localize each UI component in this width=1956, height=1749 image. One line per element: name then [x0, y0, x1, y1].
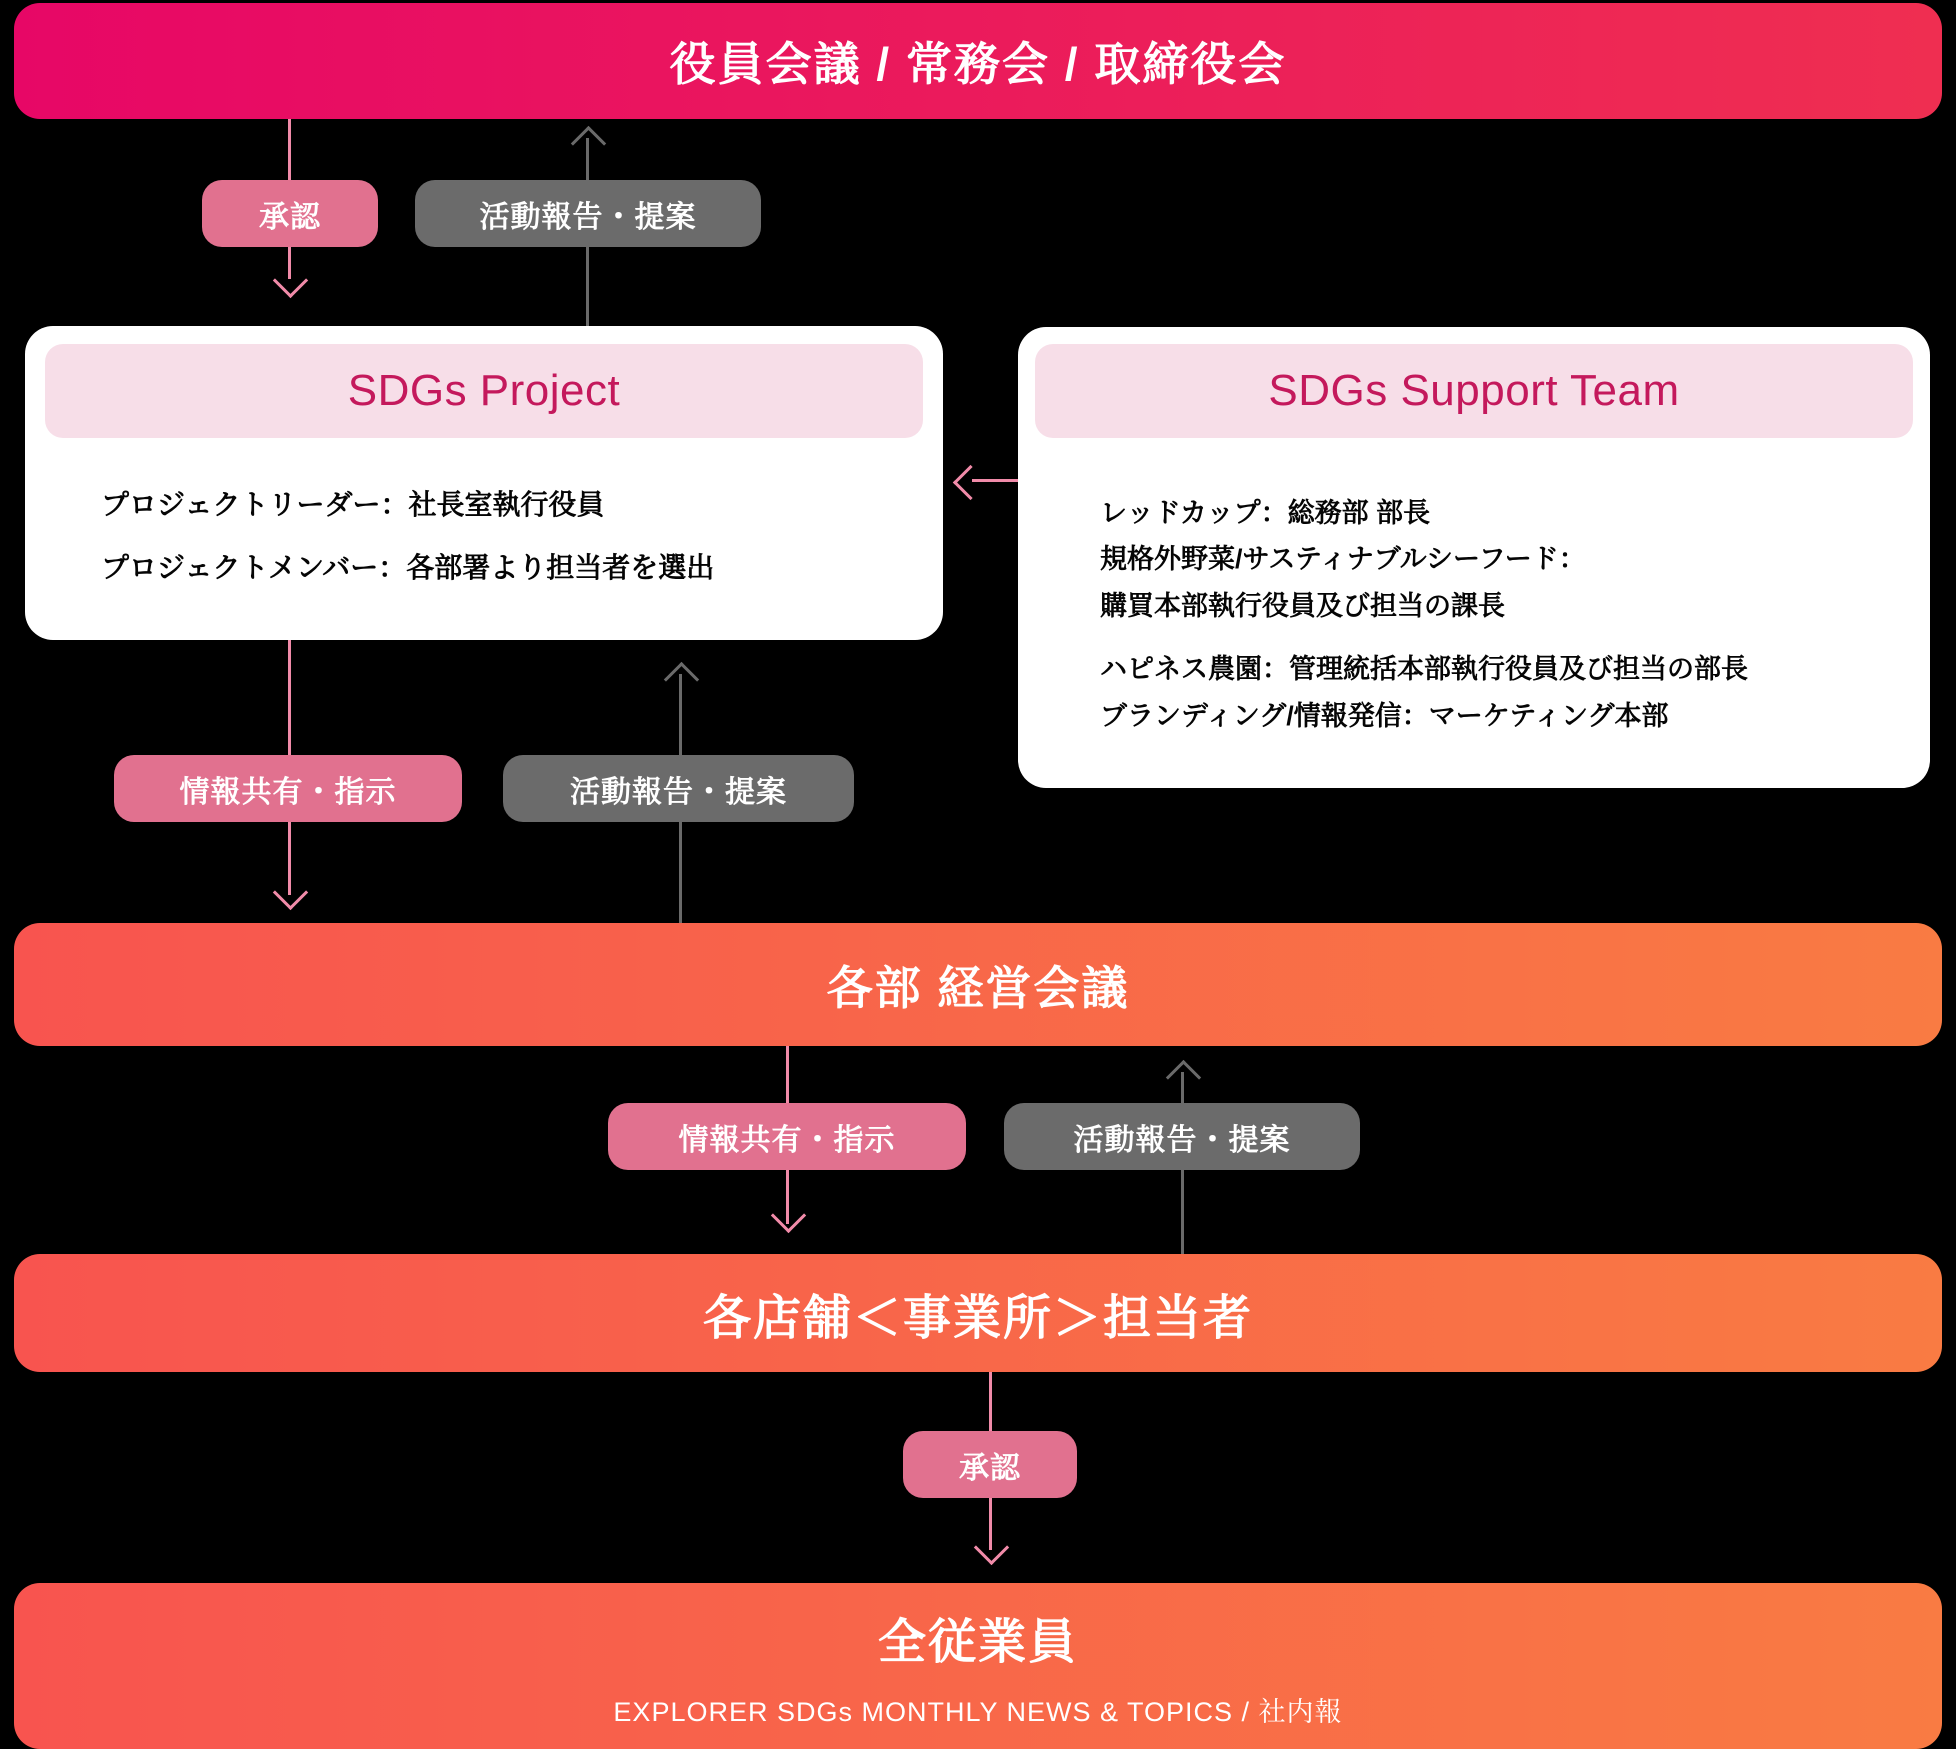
activity-report-badge-3-label: 活動報告・提案 [1073, 1123, 1291, 1157]
arrow-down-icon [771, 1198, 806, 1233]
project-leader-line: プロジェクトリーダー：社長室執行役員 [101, 489, 605, 520]
all-employees-subtitle: EXPLORER SDGs MONTHLY NEWS & TOPICS / 社内報 [613, 1697, 1343, 1727]
sdgs-project-card-body [101, 488, 714, 613]
support-team-line: ハピネス農園：管理統括本部執行役員及び担当の部長 [1100, 654, 1748, 685]
sdgs-project-title: SDGs Project [347, 366, 621, 415]
info-share-badge-2-label: 情報共有・指示 [678, 1123, 896, 1157]
executive-meeting-label: 役員会議 / 常務会 / 取締役会 [669, 38, 1287, 90]
info-share-badge-1-label: 情報共有・指示 [179, 775, 397, 809]
arrow-down-icon [974, 1530, 1009, 1565]
stores-representatives-label: 各店舗＜事業所＞担当者 [702, 1291, 1253, 1345]
activity-report-badge-3 [1004, 1103, 1360, 1170]
sdgs-project-card-header [45, 344, 923, 438]
sdgs-support-team-title: SDGs Support Team [1268, 366, 1680, 415]
support-team-line: 規格外野菜/サスティナブルシーフード： [1100, 544, 1586, 575]
sdgs-support-team-card-body [1100, 497, 1748, 746]
arrow-left-icon [953, 465, 988, 500]
management-meeting-banner [14, 923, 1942, 1046]
management-meeting-label: 各部 経営会議 [826, 961, 1130, 1014]
approval-badge-top-label: 承認 [259, 200, 321, 234]
arrow-down-icon [273, 875, 308, 910]
all-employees-banner [14, 1583, 1942, 1749]
executive-meeting-banner [14, 3, 1942, 119]
arrow-down-icon [273, 263, 308, 298]
approval-badge-bottom-label: 承認 [959, 1451, 1021, 1485]
support-team-line: レッドカップ：総務部 部長 [1100, 498, 1431, 528]
activity-report-badge-top-label: 活動報告・提案 [479, 200, 697, 234]
stores-representatives-banner [14, 1254, 1942, 1372]
arrow-up-icon [1166, 1060, 1201, 1095]
support-team-line: ブランディング/情報発信：マーケティング本部 [1100, 700, 1669, 731]
arrow-up-icon [664, 662, 699, 697]
info-share-badge-1 [114, 755, 462, 822]
approval-badge-bottom [903, 1431, 1077, 1498]
info-share-badge-2 [608, 1103, 966, 1170]
approval-badge-top [202, 180, 378, 247]
support-team-line: 購買本部執行役員及び担当の課長 [1100, 590, 1505, 621]
sdgs-support-team-card [1018, 327, 1930, 788]
arrow-up-icon [571, 126, 606, 161]
sdgs-project-card [25, 326, 943, 640]
project-member-line: プロジェクトメンバー：各部署より担当者を選出 [101, 551, 715, 583]
activity-report-badge-2 [503, 755, 854, 822]
activity-report-badge-2-label: 活動報告・提案 [570, 775, 787, 809]
activity-report-badge-top [415, 180, 761, 247]
sdgs-support-team-card-header [1035, 344, 1913, 438]
all-employees-label: 全従業員 [877, 1616, 1078, 1669]
